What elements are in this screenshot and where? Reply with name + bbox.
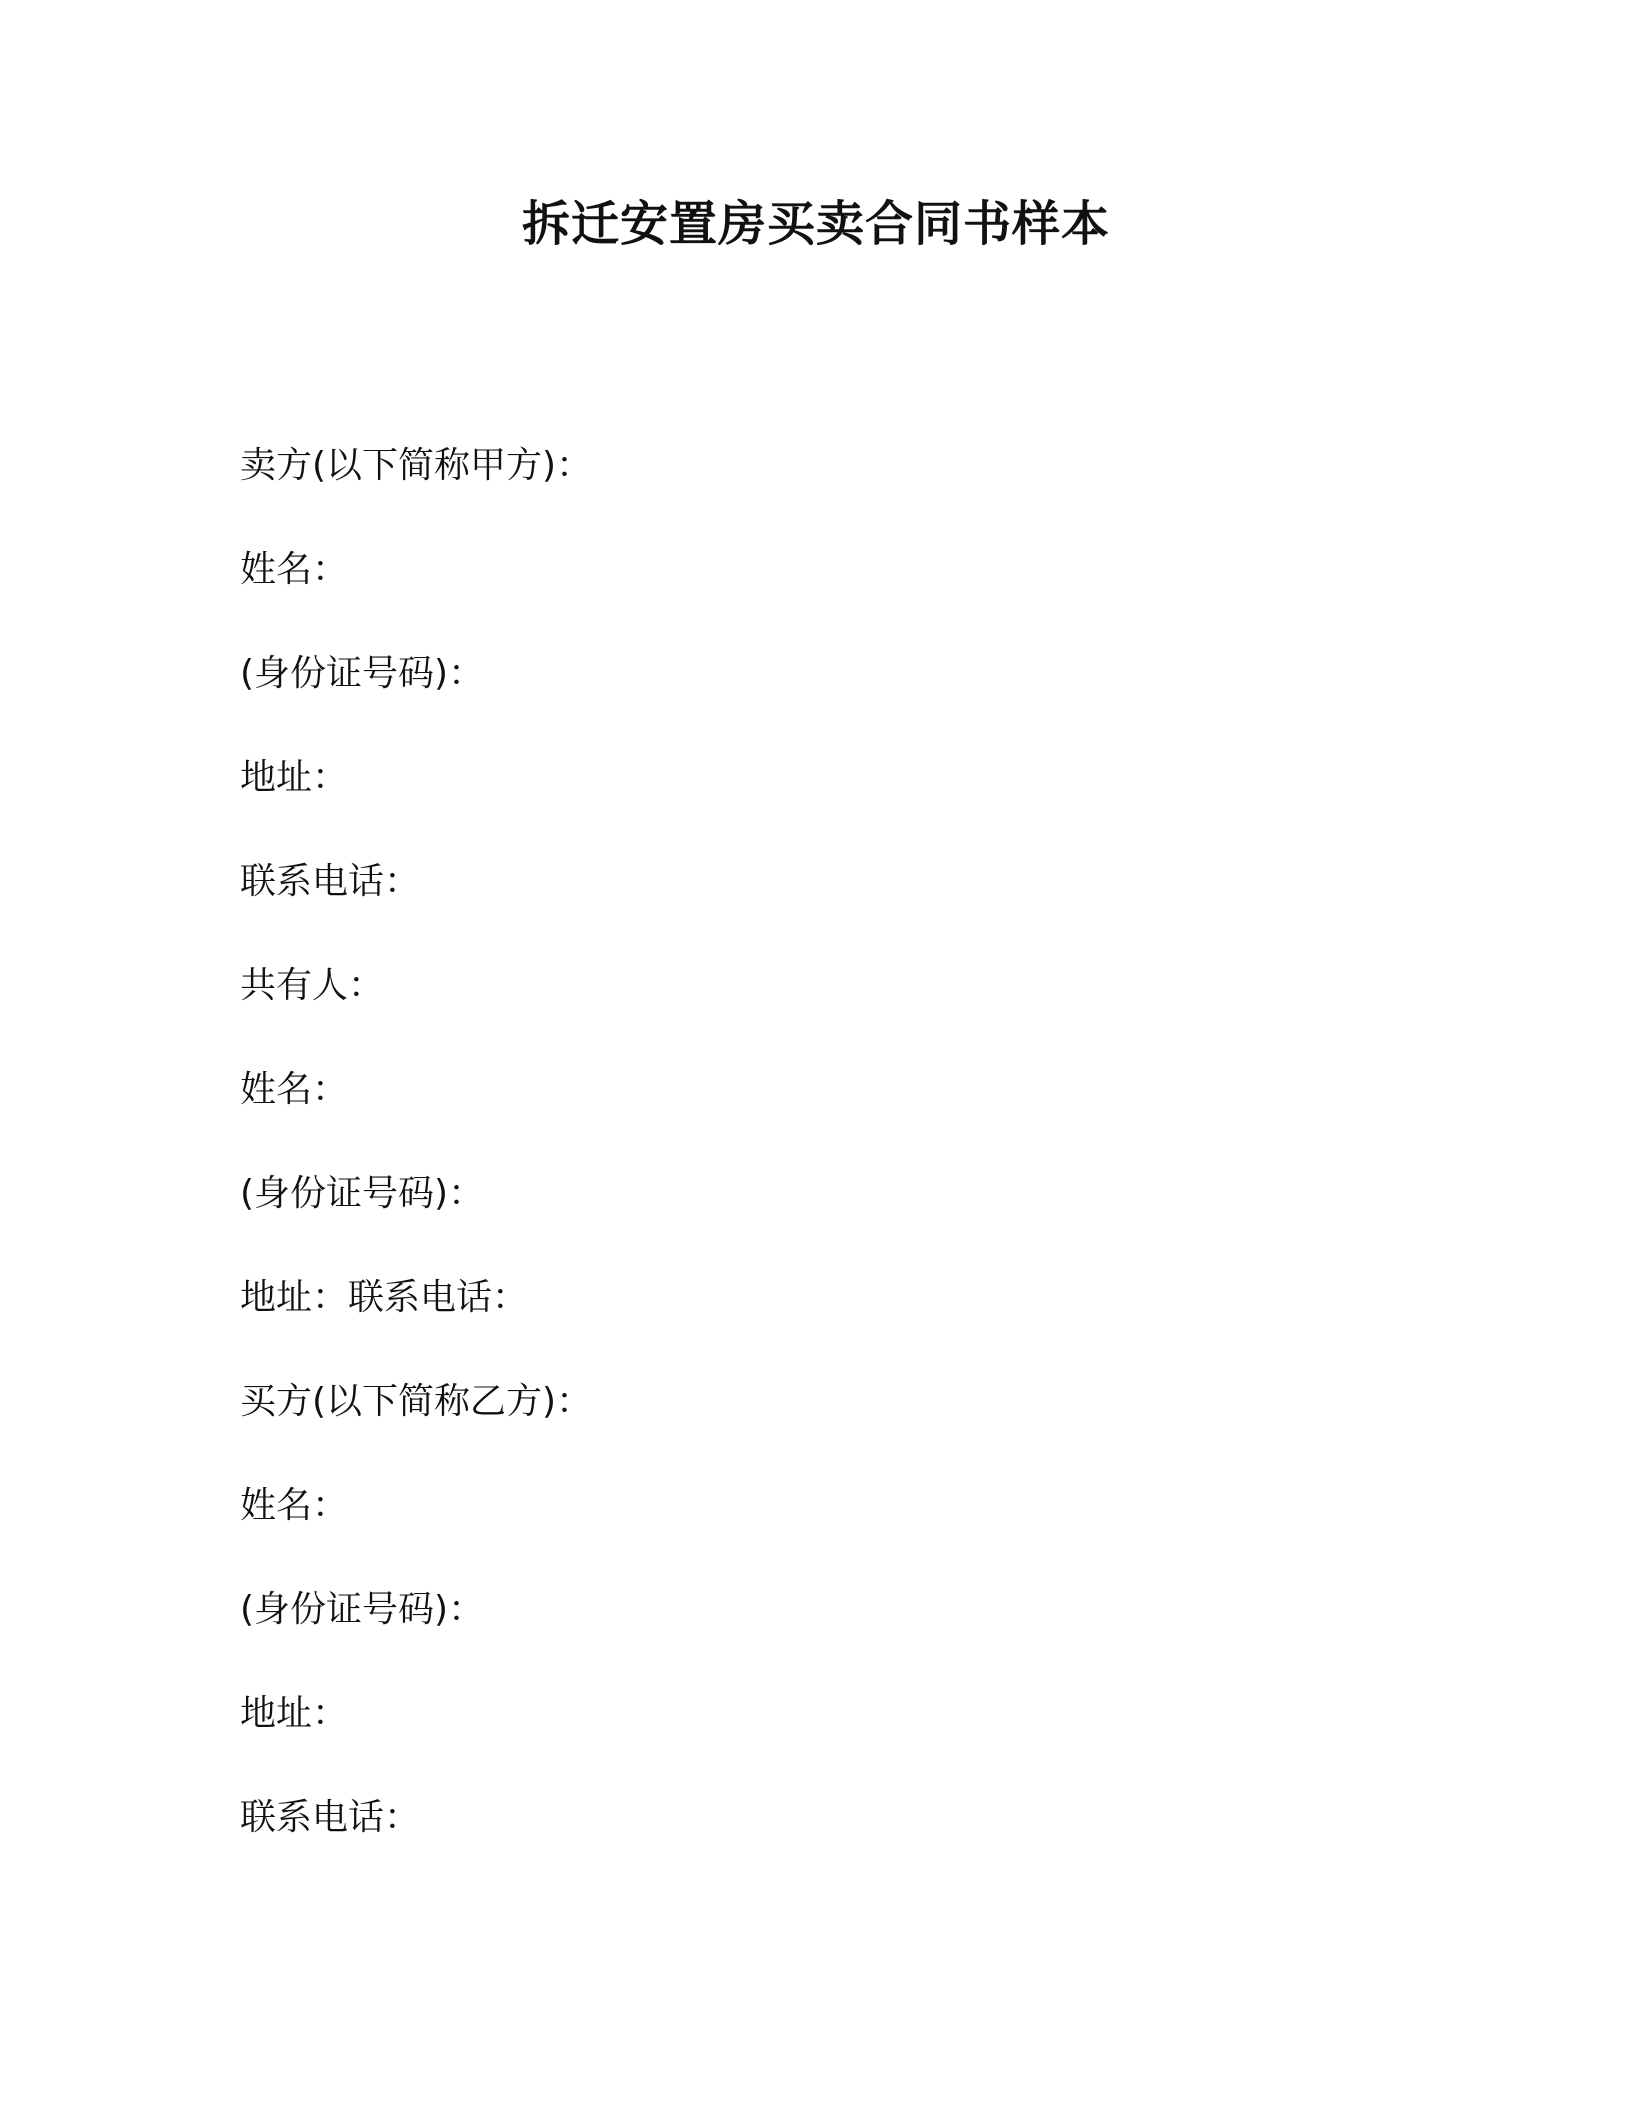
- seller-phone-label: 联系电话：: [240, 861, 421, 902]
- buyer-phone-label: 联系电话：: [240, 1797, 421, 1838]
- seller-heading: 卖方(以下简称甲方)：: [240, 445, 593, 486]
- co-owner-heading: 共有人：: [240, 965, 385, 1006]
- buyer-id-label: (身份证号码)：: [240, 1589, 485, 1630]
- co-owner-id-label: (身份证号码)：: [240, 1173, 485, 1214]
- document-title: 拆迁安置房买卖合同书样本: [521, 196, 1110, 252]
- seller-id-label: (身份证号码)：: [240, 653, 485, 694]
- party-info-list: [240, 440, 1390, 1896]
- seller-name-label: 姓名：: [240, 549, 349, 590]
- seller-address-label: 地址：: [240, 757, 349, 798]
- buyer-address-label: 地址：: [240, 1693, 349, 1734]
- buyer-name-label: 姓名：: [240, 1485, 349, 1526]
- co-owner-name-label: 姓名：: [240, 1069, 349, 1110]
- buyer-heading: 买方(以下简称乙方)：: [240, 1381, 593, 1422]
- co-owner-address-phone-label: 地址：联系电话：: [240, 1277, 529, 1318]
